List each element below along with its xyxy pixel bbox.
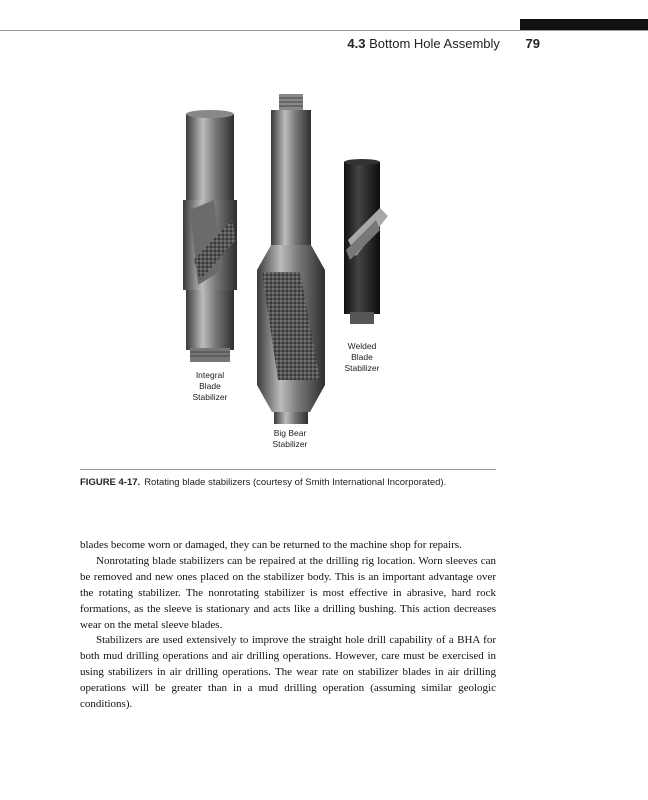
stabilizer-figure [150,90,450,460]
page-number: 79 [525,36,540,51]
caption-rule [80,469,496,470]
integral-blade-stabilizer [183,110,237,362]
welded-blade-stabilizer [344,159,388,324]
label-big-bear-stabilizer: Big Bear Stabilizer [272,428,308,449]
big-bear-stabilizer [257,94,325,424]
header-rule [0,30,648,31]
caption-text: Rotating blade stabilizers (courtesy of Smith International Incorporated). [144,477,447,488]
section-number: 4.3 [347,36,366,51]
paragraph: blades become worn or damaged, they can be returned to the machine shop for repairs. [80,539,462,551]
stabilizer-illustration [150,90,450,460]
running-head [300,36,540,51]
section-title: Bottom Hole Assembly [369,36,500,51]
body-text [80,538,496,713]
label-integral-blade-stabilizer: Integral Blade Stabilizer [192,370,228,402]
figure-number: FIGURE 4-17. [80,477,141,488]
paragraph: Nonrotating blade stabilizers can be repaired at the drilling rig location. Worn sleeves can be removed and new ones placed on the stabilizer body. This is an important advantage over the rotating stabilizer. The nonrotating stabilizer is most effective in abrasive, hard rock formations, as the sleeve is stationary and acts like a drilling bushing. This action decreases wear on the metal sleeve blades. [80,554,496,631]
figure-caption [80,477,500,488]
paragraph: Stabilizers are used extensively to improve the straight hole drill capability of a BHA for both mud drilling operations and air drilling operations. However, care must be exercised in using stabilizers in air drilling operations. The wear rate on stabilizer blades in air drilling operations will be greater than in a mud drilling operation (assuming similar geologic conditions). [80,634,496,711]
label-welded-blade-stabilizer: Welded Blade Stabilizer [344,341,380,373]
